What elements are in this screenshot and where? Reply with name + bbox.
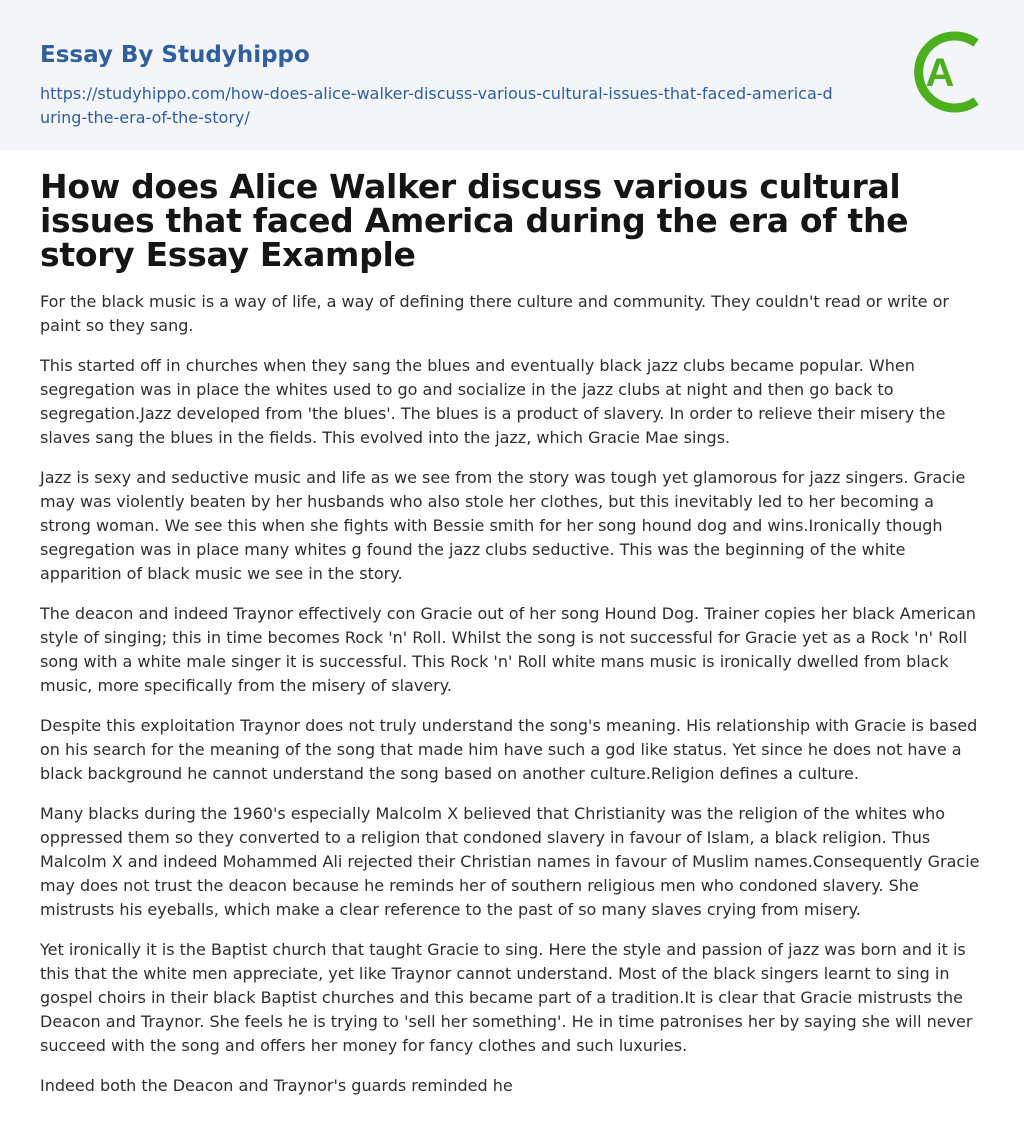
article-paragraph: For the black music is a way of life, a way of defining there culture and community. They couldn't read or write or paint so they sang. [40, 292, 949, 335]
article-paragraph: Yet ironically it is the Baptist church that taught Gracie to sing. Here the style and passion of jazz was born and it is this that the white men appreciate, yet like Traynor cannot understand. Most of the black singers learnt to sing in gospel choirs in their black Baptist churches and this became part of a tradition.It is clear that Gracie mistrusts the Deacon and Traynor. She feels he is trying to 'sell her something'. He in time patronises her by saying she will never succeed with the song and offers her money for fancy clothes and such luxuries. [40, 940, 973, 1055]
article-paragraph: Indeed both the Deacon and Traynor's guards reminded he [40, 1076, 513, 1095]
article-title: How does Alice Walker discuss various cultural issues that faced America during the era of the story Essay Example [40, 167, 909, 274]
article-paragraph: This started off in churches when they sang the blues and eventually black jazz clubs became popular. When segregation was in place the whites used to go and socialize in the jazz clubs at night and then go back to segregation.Jazz developed from 'the blues'. The blues is a product of slavery. In order to relieve their misery the slaves sang the blues in the fields. This evolved into the jazz, which Gracie Mae sings. [40, 356, 946, 447]
site-brand[interactable]: Essay By Studyhippo [40, 42, 310, 68]
article-paragraph: Many blacks during the 1960's especially Malcolm X believed that Christianity was the religion of the whites who oppressed them so they converted to a religion that condoned slavery in favour of Islam, a black religion. Thus Malcolm X and indeed Mohammed Ali rejected their Christian names in favour of Muslim names.Consequently Gracie may does not trust the deacon because he reminds her of southern religious men who condoned slavery. She mistrusts his eyeballs, which make a clear reference to the past of so many slaves crying from misery. [40, 804, 980, 919]
article-paragraph: Despite this exploitation Traynor does not truly understand the song's meaning. His relationship with Gracie is based on his search for the meaning of the song that made him have such a god like status. Yet since he does not have a black background he cannot understand the song based on another culture.Religion defines a culture. [40, 716, 978, 783]
studyhippo-logo-icon[interactable] [904, 26, 994, 118]
article-paragraph: The deacon and indeed Traynor effectively con Gracie out of her song Hound Dog. Trainer copies her black American style of singing; this in time becomes Rock 'n' Roll. Whilst the song is not successful for Gracie yet as a Rock 'n' Roll song with a white male singer it is successful. This Rock 'n' Roll white mans music is ironically dwelled from black music, more specifically from the misery of slavery. [40, 604, 976, 695]
article-content [40, 167, 984, 1114]
article-paragraph: Jazz is sexy and seductive music and life as we see from the story was tough yet glamorous for jazz singers. Gracie may was violently beaten by her husbands who also stole her clothes, but this inevitably led to her becoming a strong woman. We see this when she fights with Bessie smith for her song hound dog and wins.Ironically though segregation was in place many whites g found the jazz clubs seductive. This was the beginning of the white apparition of black music we see in the story. [40, 468, 966, 583]
site-header [0, 0, 1024, 150]
logo-letter: A [925, 51, 955, 95]
article-url-link[interactable]: https://studyhippo.com/how-does-alice-walker-discuss-various-cultural-issues-that-faced-america-during-the-era-of-the-story/ [40, 84, 833, 127]
